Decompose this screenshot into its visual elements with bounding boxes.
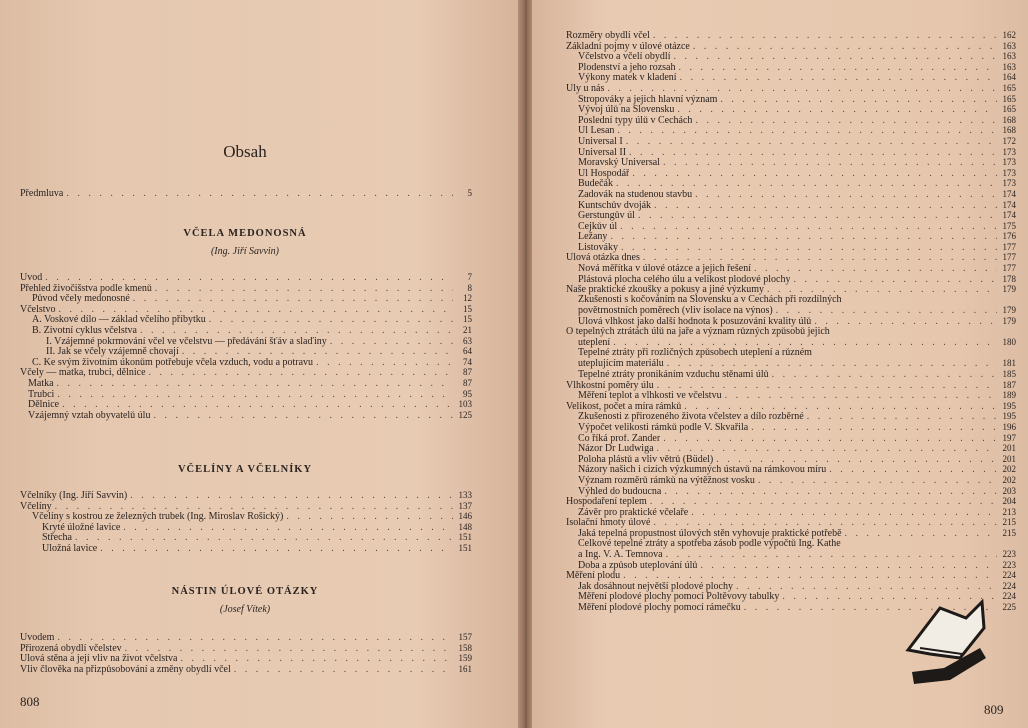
- toc-entry[interactable]: [566, 189, 1016, 200]
- toc-entry-title: Stropováky a jejich hlavní význam: [578, 94, 718, 105]
- toc-entry[interactable]: [20, 632, 472, 643]
- toc-entry[interactable]: [566, 539, 1016, 550]
- toc-entry-page: 164: [1002, 72, 1016, 83]
- toc-entry-title: Výhled do budoucna: [578, 486, 662, 497]
- toc-entry-title: uteplení: [578, 338, 611, 349]
- toc-entry-page: 197: [1002, 432, 1016, 443]
- toc-entry-page: 12: [463, 293, 472, 304]
- toc-entry[interactable]: [20, 336, 472, 347]
- toc-entry-title: Přehled živočišstva podle kmenů: [20, 283, 152, 294]
- toc-entry[interactable]: [566, 549, 1016, 560]
- toc-entry[interactable]: [566, 62, 1016, 73]
- toc-entry-page: 196: [1002, 421, 1016, 432]
- toc-entry[interactable]: [20, 325, 472, 336]
- toc-entry[interactable]: [20, 367, 472, 378]
- toc-entry-page: 178: [1002, 273, 1016, 284]
- toc-entry[interactable]: [566, 570, 1016, 581]
- toc-entry-preface[interactable]: [20, 188, 472, 199]
- toc-entry[interactable]: [20, 272, 472, 283]
- toc-entry-page: 215: [1002, 527, 1016, 538]
- toc-entry[interactable]: [566, 200, 1016, 211]
- toc-entry-title: Včelíny s kostrou ze železných trubek (Ing. Miroslav Rošický): [32, 512, 284, 523]
- toc-entry-page: 8: [467, 282, 472, 293]
- toc-entry[interactable]: [566, 30, 1016, 41]
- section-heading: NÁSTIN ÚLOVÉ OTÁZKY: [171, 586, 319, 597]
- toc-entry-page: 64: [463, 346, 472, 357]
- toc-entry[interactable]: [566, 51, 1016, 62]
- section-author: (Josef Vítek): [219, 604, 271, 615]
- page-number-left: 808: [20, 694, 40, 709]
- toc-entry[interactable]: [566, 157, 1016, 168]
- toc-entry-page: 187: [1002, 379, 1016, 390]
- toc-entry-page: 165: [1002, 104, 1016, 115]
- toc-entry[interactable]: [566, 517, 1016, 528]
- toc-entry-title: Včelstvo: [20, 304, 56, 315]
- toc-entry-title: Význam rozměrů rámků na výtěžnost vosku: [578, 475, 755, 486]
- toc-entry-title: Čejkův úl: [578, 221, 618, 232]
- toc-entry-title: Listováky: [578, 242, 618, 253]
- toc-entry-title: Výpočet velikosti rámků podle V. Škvařila: [578, 422, 749, 433]
- toc-entry-title: Základní pojmy v úlové otázce: [566, 41, 690, 52]
- toc-entry[interactable]: [20, 314, 472, 325]
- toc-entry-page: 225: [1002, 602, 1016, 613]
- toc-entry[interactable]: [20, 532, 472, 543]
- toc-entry-page: 179: [1002, 316, 1016, 327]
- toc-entry-title: Přirozená obydlí včelstev: [20, 643, 122, 654]
- toc-entry[interactable]: [566, 369, 1016, 380]
- toc-entry[interactable]: [566, 337, 1016, 348]
- toc-entry-title: Původ včely medonosné: [32, 294, 130, 305]
- toc-entry-title: Měření plodové plochy pomocí Poltěvovy tabulky: [578, 592, 780, 603]
- toc-entry-title: Jaká tepelná propustnost úlových stěn vyhovuje praktické potřebě: [578, 528, 842, 539]
- toc-entry[interactable]: [20, 653, 472, 664]
- toc-entry[interactable]: [566, 433, 1016, 444]
- toc-entry-page: 95: [463, 388, 472, 399]
- page-title: Obsah: [223, 142, 267, 161]
- section-heading: VČELA MEDONOSNÁ: [183, 228, 307, 239]
- toc-entry[interactable]: [566, 231, 1016, 242]
- toc-entry-page: 179: [1002, 305, 1016, 316]
- toc-entry[interactable]: [566, 104, 1016, 115]
- toc-entry[interactable]: [20, 501, 472, 512]
- toc-entry-page: 176: [1002, 231, 1016, 242]
- toc-entry-page: 180: [1002, 337, 1016, 348]
- toc-entry-page: 215: [1002, 517, 1016, 528]
- toc-entry-title: Universal I: [578, 136, 623, 147]
- toc-entry-title: Doba a způsob uteplování úlů: [578, 560, 698, 571]
- toc-entry-title: Úl Hospodář: [578, 168, 630, 179]
- toc-entry-page: 201: [1002, 443, 1016, 454]
- toc-entry-page: 177: [1002, 241, 1016, 252]
- toc-entry[interactable]: [566, 274, 1016, 285]
- toc-entry-page: 157: [458, 632, 472, 642]
- toc-entry-title: Závěr pro praktické včelaře: [578, 507, 689, 518]
- toc-entry-page: 168: [1002, 125, 1016, 136]
- toc-entry[interactable]: [566, 125, 1016, 136]
- toc-entry[interactable]: [566, 411, 1016, 422]
- toc-entry-page: 185: [1002, 369, 1016, 379]
- toc-entry-page: 87: [463, 377, 472, 388]
- toc-entry[interactable]: [20, 346, 472, 357]
- toc-entry[interactable]: [566, 115, 1016, 126]
- toc-entry[interactable]: [566, 94, 1016, 105]
- toc-entry-title: a Ing. V. A. Temnova: [578, 550, 663, 561]
- toc-entry-page: 173: [1002, 157, 1016, 168]
- toc-entry[interactable]: [566, 41, 1016, 52]
- toc-entry[interactable]: [20, 643, 472, 654]
- toc-entry-title: II. Jak se včely vzájemně chovají: [46, 347, 179, 358]
- toc-entry-page: 174: [1002, 210, 1016, 221]
- toc-entry[interactable]: [566, 210, 1016, 221]
- toc-entry-title: Poloha plástů a vliv větrů (Büdel): [578, 454, 714, 465]
- toc-entry-title: Zkušenosti s kočováním na Slovensku a v Čechách při rozdílných: [578, 294, 842, 305]
- toc-entry[interactable]: [566, 168, 1016, 179]
- toc-entry-page: 165: [1002, 93, 1016, 104]
- toc-entry[interactable]: [566, 178, 1016, 189]
- toc-entry-page: 177: [1002, 263, 1016, 274]
- section-author: (Ing. Jiří Savvin): [210, 246, 280, 257]
- leader-dots: [153, 411, 453, 422]
- toc-entry[interactable]: [566, 443, 1016, 454]
- toc-entry-page: 15: [463, 314, 472, 325]
- toc-entry-title: Plástová plocha celého úlu a velikost plodové plochy: [578, 274, 791, 285]
- toc-entry[interactable]: [566, 252, 1016, 263]
- toc-entry-title: uteplujícím materiálu: [578, 359, 664, 370]
- toc-entry-page: 103: [458, 399, 472, 410]
- toc-entry-title: Plodenství a jeho rozsah: [578, 62, 676, 73]
- toc-entry-page: 87: [463, 367, 472, 378]
- toc-entry-title: Včelíny: [20, 501, 52, 512]
- toc-entry[interactable]: [20, 522, 472, 533]
- toc-entry-title: Zkušenosti z přirozeného života včelstev a dílo rozběrné: [578, 412, 804, 423]
- toc-entry[interactable]: [20, 399, 472, 410]
- toc-entry-title: Nová měřítka v úlové otázce a jejich řešení: [578, 264, 751, 275]
- toc-entry-title: Výkony matek v kladení: [578, 73, 677, 84]
- toc-entry-page: 63: [463, 335, 472, 346]
- toc-entry[interactable]: [566, 560, 1016, 571]
- toc-entry[interactable]: [20, 304, 472, 315]
- toc-entry-title: Kuntschův dvoják: [578, 200, 652, 211]
- toc-entry-title: Ležany: [578, 232, 608, 243]
- toc-entry[interactable]: [566, 136, 1016, 147]
- toc-entry[interactable]: [20, 410, 472, 421]
- toc-entry-page: 202: [1002, 464, 1016, 475]
- toc-entry-page: 172: [1002, 135, 1016, 146]
- toc-entry-title: Vlhkostní poměry úlu: [566, 380, 654, 391]
- toc-entry-page: 7: [467, 272, 472, 282]
- toc-entry[interactable]: [20, 389, 472, 400]
- toc-entry-title: Úložná lavice: [42, 543, 98, 554]
- toc-entry-title: C. Ke svým životním úkonům potřebuje včela vzduch, vodu a potravu: [32, 357, 314, 368]
- toc-entry-title: Kryté úložné lavice: [42, 522, 121, 533]
- toc-entry[interactable]: [566, 475, 1016, 486]
- toc-entry[interactable]: [20, 543, 472, 554]
- toc-entry-title: Vzájemný vztah obyvatelů úlu: [28, 410, 151, 421]
- toc-entry-title: Předmluva: [20, 189, 64, 199]
- toc-entry-title: Včelníky (Ing. Jiří Savvin): [20, 491, 128, 501]
- toc-entry-page: 173: [1002, 178, 1016, 189]
- toc-entry-page: 159: [458, 653, 472, 664]
- toc-entry-page: 163: [1002, 61, 1016, 72]
- toc-entry-title: Rozměry obydlí včel: [566, 31, 650, 41]
- section-entries: [20, 272, 472, 420]
- toc-entry-page: 223: [1002, 549, 1016, 560]
- toc-entry-page: 223: [1002, 559, 1016, 570]
- toc-entry-title: Poslední typy úlů v Čechách: [578, 115, 693, 126]
- toc-entry-page: 74: [463, 356, 472, 367]
- toc-entry[interactable]: [566, 221, 1016, 232]
- toc-entry-page: 125: [458, 409, 472, 420]
- toc-entry-page: 224: [1002, 570, 1016, 581]
- toc-entry-page: 177: [1002, 252, 1016, 263]
- toc-entry-title: Úly u nás: [566, 83, 605, 94]
- toc-entry[interactable]: [566, 263, 1016, 274]
- toc-entry-page: 158: [458, 642, 472, 653]
- toc-entry[interactable]: [20, 378, 472, 389]
- toc-entry-page: 189: [1002, 390, 1016, 401]
- toc-entry-title: Úvod: [20, 273, 43, 283]
- toc-entry-title: Vliv člověka na přizpůsobování a změny obydlí včel: [20, 664, 231, 675]
- toc-entry-page: 162: [1002, 30, 1016, 40]
- toc-entry-title: Hospodaření teplem: [566, 497, 647, 508]
- toc-entry-title: Zadovák na studenou stavbu: [578, 189, 693, 200]
- toc-entry[interactable]: [566, 348, 1016, 359]
- toc-entry-page: 133: [458, 490, 472, 500]
- toc-entry-title: Úlová vlhkost jako další hodnota k posuzování kvality úlů: [578, 317, 812, 328]
- toc-entry-title: Moravský Universal: [578, 158, 660, 169]
- toc-entry[interactable]: [566, 147, 1016, 158]
- toc-entry[interactable]: [20, 357, 472, 368]
- toc-entry-page: 151: [458, 532, 472, 543]
- toc-entry-title: Tepelné ztráty při rozličných způsobech uteplení a různém: [578, 347, 812, 358]
- toc-entry-title: Úlová otázka dnes: [566, 253, 640, 264]
- toc-entry-title: Jak dosáhnout největší plodové plochy: [578, 581, 733, 592]
- toc-entry[interactable]: [20, 293, 472, 304]
- toc-entry-title: Názory našich i cizích výzkumných ústavů na rámkovou míru: [578, 465, 827, 476]
- toc-entry-title: Gerstungův úl: [578, 211, 635, 222]
- toc-entry[interactable]: [566, 295, 1016, 306]
- toc-entry-page: 224: [1002, 580, 1016, 591]
- toc-entry-page: 204: [1002, 496, 1016, 507]
- toc-entry-title: povětrnostních poměrech (vliv isolace na výnos): [578, 306, 773, 317]
- leader-dots: [100, 544, 453, 555]
- section-entries: [20, 490, 472, 554]
- toc-entry-page: 174: [1002, 199, 1016, 210]
- toc-entry-page: 165: [1002, 82, 1016, 93]
- toc-entry-title: Střecha: [42, 533, 72, 544]
- toc-entry[interactable]: [20, 511, 472, 522]
- toc-entry[interactable]: [566, 242, 1016, 253]
- toc-entry-page: 161: [458, 663, 472, 674]
- toc-entry-title: A. Voskové dílo — základ včelího příbytku: [32, 315, 206, 326]
- leader-dots: [66, 189, 453, 200]
- toc-entry[interactable]: [566, 507, 1016, 518]
- toc-entry[interactable]: [566, 496, 1016, 507]
- toc-entry[interactable]: [566, 486, 1016, 497]
- page-number-right: 809: [984, 702, 1004, 717]
- toc-entry-title: Isolační hmoty úlové: [566, 518, 651, 529]
- toc-entry-title: Trubci: [28, 389, 55, 400]
- toc-entry[interactable]: [566, 454, 1016, 465]
- toc-entry-title: B. Životní cyklus včelstva: [32, 325, 137, 336]
- toc-entry-title: Celkové tepelné ztráty a spotřeba zásob podle výpočtů Ing. Kathe: [578, 538, 841, 549]
- toc-entry-title: Měření plodu: [566, 571, 621, 582]
- toc-entry-title: I. Vzájemné pokrmování včel ve včelstvu — předávání šťáv a slaďiny: [46, 336, 327, 347]
- toc-entry-title: Velikost, počet a míra rámků: [566, 401, 682, 412]
- toc-entry[interactable]: [566, 327, 1016, 338]
- toc-entry[interactable]: [20, 664, 472, 675]
- toc-entry[interactable]: [20, 283, 472, 294]
- toc-entry-page: 175: [1002, 220, 1016, 231]
- toc-entry-page: 151: [458, 542, 472, 553]
- toc-entry-page: 163: [1002, 40, 1016, 51]
- toc-entry-page: 213: [1002, 506, 1016, 517]
- toc-entry-page: 203: [1002, 485, 1016, 496]
- toc-entry[interactable]: [566, 72, 1016, 83]
- section-entries: [20, 632, 472, 674]
- toc-entry-page: 202: [1002, 474, 1016, 485]
- toc-entry-title: Včely — matka, trubci, dělnice: [20, 368, 146, 379]
- toc-entry[interactable]: [566, 380, 1016, 391]
- toc-entry[interactable]: [20, 490, 472, 501]
- toc-entry-page: 181: [1002, 358, 1016, 369]
- preface-block: [20, 188, 472, 199]
- toc-entry-page: 173: [1002, 167, 1016, 178]
- toc-entry-title: Včelstvo a včelí obydlí: [578, 52, 671, 63]
- toc-entry-page: 15: [463, 303, 472, 314]
- toc-entry[interactable]: [566, 528, 1016, 539]
- toc-entry-title: Názor Dr Ludwiga: [578, 444, 654, 455]
- toc-entry-page: 163: [1002, 51, 1016, 62]
- toc-entry-page: 173: [1002, 146, 1016, 157]
- toc-entry[interactable]: [566, 83, 1016, 94]
- toc-entry-title: Vývoj úlů na Slovensku: [578, 105, 675, 116]
- toc-entry[interactable]: [566, 358, 1016, 369]
- toc-entry-title: Úlová stěna a její vliv na život včelstva: [20, 654, 178, 665]
- toc-entry[interactable]: [566, 316, 1016, 327]
- section-heading: VČELÍNY A VČELNÍKY: [177, 464, 313, 475]
- toc-entry-page: 179: [1002, 284, 1016, 295]
- toc-entry-title: Dělnice: [28, 400, 60, 411]
- library-stamp-icon: [900, 588, 990, 688]
- toc-entry-page: 195: [1002, 411, 1016, 422]
- toc-entry[interactable]: [566, 464, 1016, 475]
- toc-entry-page: 195: [1002, 400, 1016, 411]
- toc-entry[interactable]: [566, 305, 1016, 316]
- toc-entry-page: 168: [1002, 114, 1016, 125]
- toc-entry-page: 201: [1002, 453, 1016, 464]
- toc-entry-title: O tepelných ztrátách úlů na jaře a význam různých způsobů jejich: [566, 326, 830, 337]
- toc-entry-title: Tepelné ztráty pronikáním vzduchu stěnami úlů: [578, 370, 769, 380]
- toc-entry-title: Úvodem: [20, 633, 55, 643]
- toc-entry-title: Universal II: [578, 147, 627, 158]
- leader-dots: [234, 665, 453, 676]
- toc-entry[interactable]: [566, 284, 1016, 295]
- right-toc-list: [566, 30, 1016, 613]
- toc-entry-page: 148: [458, 521, 472, 532]
- toc-entry-title: Měření plodové plochy pomocí rámečku: [578, 603, 741, 614]
- toc-entry-title: Co říká prof. Zander: [578, 433, 661, 444]
- toc-entry[interactable]: [566, 401, 1016, 412]
- toc-entry-page: 174: [1002, 188, 1016, 199]
- toc-entry-page: 146: [458, 511, 472, 522]
- toc-entry-page: 5: [467, 188, 472, 198]
- toc-entry-title: Budečák: [578, 179, 613, 190]
- toc-entry-title: Matka: [28, 378, 54, 389]
- toc-entry-title: Naše praktické zkoušky a pokusy a jiné výzkumy: [566, 285, 765, 296]
- toc-entry-page: 224: [1002, 591, 1016, 602]
- toc-entry-page: 137: [458, 500, 472, 511]
- toc-entry-page: 21: [463, 324, 472, 335]
- toc-entry-title: Měření teplot a vlhkosti ve včelstvu: [578, 391, 722, 402]
- toc-entry[interactable]: [566, 390, 1016, 401]
- toc-entry-title: Úl Lesan: [578, 126, 615, 137]
- toc-entry[interactable]: [566, 422, 1016, 433]
